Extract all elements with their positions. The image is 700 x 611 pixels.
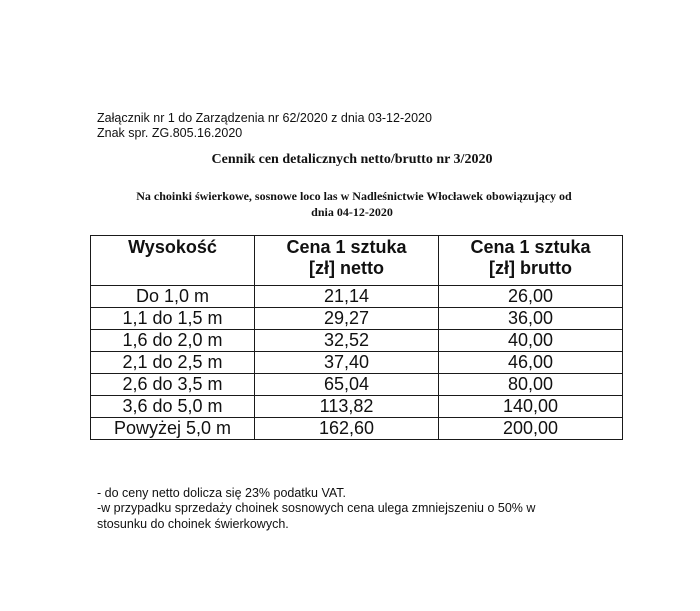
gross-price-cell: 140,00	[439, 396, 623, 418]
header-height-label: Wysokość	[128, 237, 217, 257]
header-height	[91, 236, 255, 286]
gross-price-cell: 40,00	[439, 330, 623, 352]
header-gross-price-line-2: [zł] brutto	[489, 258, 572, 278]
net-price-cell: 29,27	[255, 308, 439, 330]
table-row	[91, 418, 623, 440]
document-subtitle-line-1: Na choinki świerkowe, sosnowe loco las w Nadleśnictwie Włocławek obowiązujący od	[136, 189, 572, 203]
table-row	[91, 352, 623, 374]
pine-discount-note-line-2: stosunku do choinek świerkowych.	[97, 517, 289, 531]
height-cell: 1,1 do 1,5 m	[91, 308, 255, 330]
vat-note: - do ceny netto dolicza się 23% podatku VAT.	[97, 486, 346, 500]
attachment-reference: Załącznik nr 1 do Zarządzenia nr 62/2020 z dnia 03-12-2020	[97, 111, 432, 125]
net-price-cell: 162,60	[255, 418, 439, 440]
net-price-cell: 113,82	[255, 396, 439, 418]
gross-price-cell: 46,00	[439, 352, 623, 374]
price-table	[90, 235, 623, 440]
header-gross-price	[439, 236, 623, 286]
net-price-cell: 65,04	[255, 374, 439, 396]
document-subtitle-line-2: dnia 04-12-2020	[311, 205, 393, 219]
header-net-price	[255, 236, 439, 286]
table-row	[91, 396, 623, 418]
height-cell: 1,6 do 2,0 m	[91, 330, 255, 352]
document-title: Cennik cen detalicznych netto/brutto nr 3/2020	[211, 152, 493, 167]
height-cell: Powyżej 5,0 m	[91, 418, 255, 440]
gross-price-cell: 26,00	[439, 286, 623, 308]
price-table-header-row	[91, 236, 623, 286]
table-row	[91, 308, 623, 330]
header-net-price-line-1: Cena 1 sztuka	[286, 237, 407, 257]
height-cell: 3,6 do 5,0 m	[91, 396, 255, 418]
net-price-cell: 21,14	[255, 286, 439, 308]
case-reference: Znak spr. ZG.805.16.2020	[97, 126, 243, 140]
net-price-cell: 32,52	[255, 330, 439, 352]
header-net-price-line-2: [zł] netto	[309, 258, 384, 278]
gross-price-cell: 80,00	[439, 374, 623, 396]
table-row	[91, 330, 623, 352]
pine-discount-note-line-1: -w przypadku sprzedaży choinek sosnowych cena ulega zmniejszeniu o 50% w	[97, 501, 536, 515]
gross-price-cell: 200,00	[439, 418, 623, 440]
gross-price-cell: 36,00	[439, 308, 623, 330]
height-cell: 2,6 do 3,5 m	[91, 374, 255, 396]
table-row	[91, 286, 623, 308]
header-gross-price-line-1: Cena 1 sztuka	[470, 237, 591, 257]
height-cell: Do 1,0 m	[91, 286, 255, 308]
height-cell: 2,1 do 2,5 m	[91, 352, 255, 374]
table-row	[91, 374, 623, 396]
net-price-cell: 37,40	[255, 352, 439, 374]
